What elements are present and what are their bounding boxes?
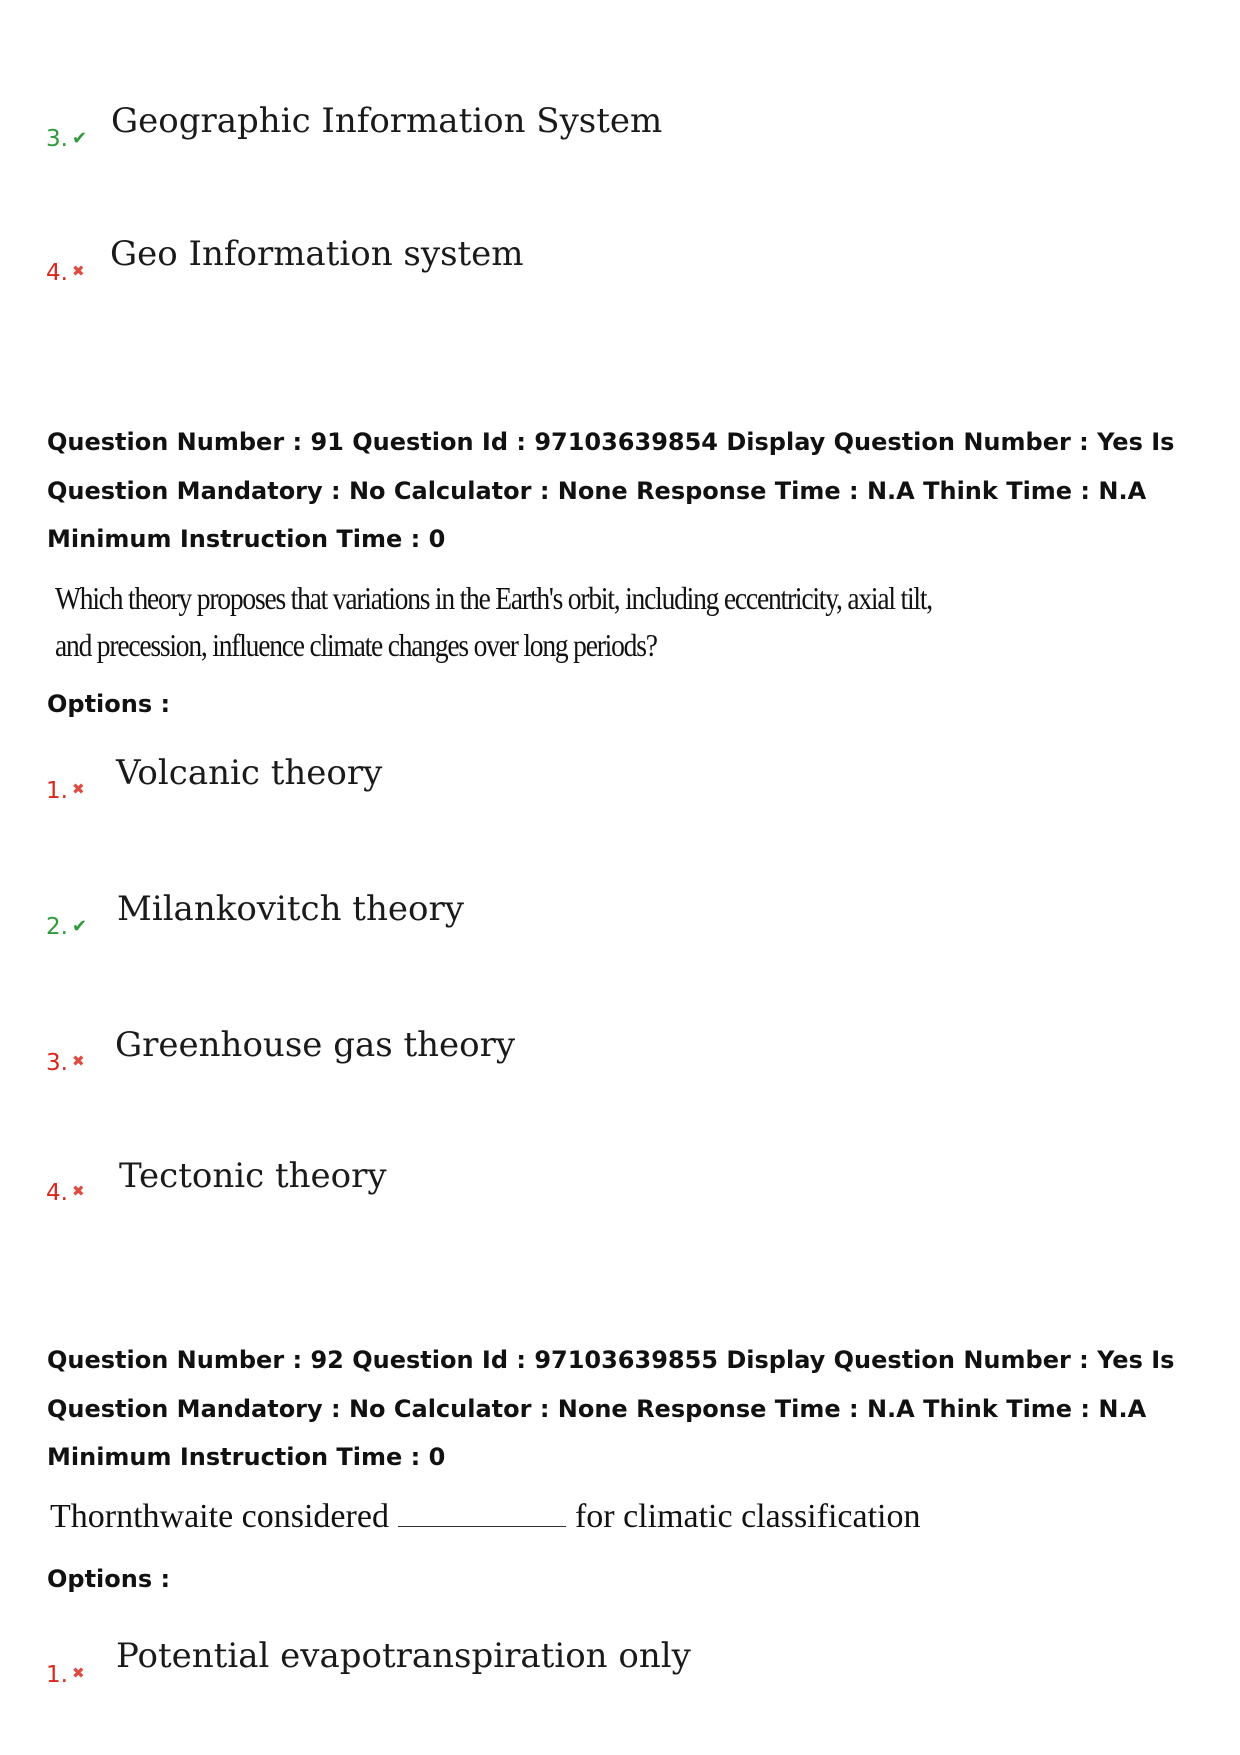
- option-number: 3.: [46, 1050, 68, 1076]
- option-number: 2.: [46, 914, 68, 940]
- check-icon: ✔: [71, 128, 88, 149]
- option-number: 4.: [46, 260, 68, 286]
- option-row: [46, 1052, 85, 1075]
- fill-in-blank: [398, 1500, 566, 1527]
- option-number: 3.: [46, 126, 68, 152]
- question-text: [50, 1500, 920, 1534]
- option-number: 1.: [46, 1662, 68, 1688]
- cross-icon: ✖: [71, 262, 85, 280]
- option-text: Geo Information system: [110, 234, 524, 274]
- option-row: [46, 1664, 85, 1687]
- option-row: [46, 128, 87, 151]
- question-text-before: Thornthwaite considered: [50, 1498, 389, 1535]
- question-meta: Question Number : 92 Question Id : 97103639855 Display Question Number : Yes Is Question Mandatory : No Calculator : None Response Time : N.A Think Time : N.A Minimum Instruction Time : 0: [47, 1346, 1175, 1471]
- cross-icon: ✖: [71, 1052, 85, 1070]
- option-row: [46, 262, 85, 285]
- question-text-after: for climatic classification: [574, 1498, 921, 1535]
- cross-icon: ✖: [71, 1182, 85, 1200]
- option-text: Volcanic theory: [116, 753, 383, 793]
- option-text: Greenhouse gas theory: [115, 1025, 516, 1065]
- question-text-line1: Which theory proposes that variations in the Earth's orbit, including eccentricity, axial tilt,: [55, 580, 932, 616]
- option-row: [46, 916, 87, 939]
- option-text: Geographic Information System: [111, 101, 663, 141]
- option-row: [46, 1182, 85, 1205]
- options-label: Options :: [47, 690, 171, 718]
- question-text-line2: and precession, influence climate changes over long periods?: [55, 627, 657, 663]
- option-text: Tectonic theory: [119, 1156, 387, 1196]
- question-meta: Question Number : 91 Question Id : 97103639854 Display Question Number : Yes Is Question Mandatory : No Calculator : None Response Time : N.A Think Time : N.A Minimum Instruction Time : 0: [47, 428, 1175, 553]
- option-row: [46, 780, 85, 803]
- options-label: Options :: [47, 1565, 171, 1593]
- option-text: Milankovitch theory: [117, 889, 464, 929]
- option-number: 1.: [46, 778, 68, 804]
- cross-icon: ✖: [71, 1664, 85, 1682]
- option-number: 4.: [46, 1180, 68, 1206]
- cross-icon: ✖: [71, 780, 85, 798]
- option-text: Potential evapotranspiration only: [116, 1636, 691, 1676]
- check-icon: ✔: [71, 916, 88, 937]
